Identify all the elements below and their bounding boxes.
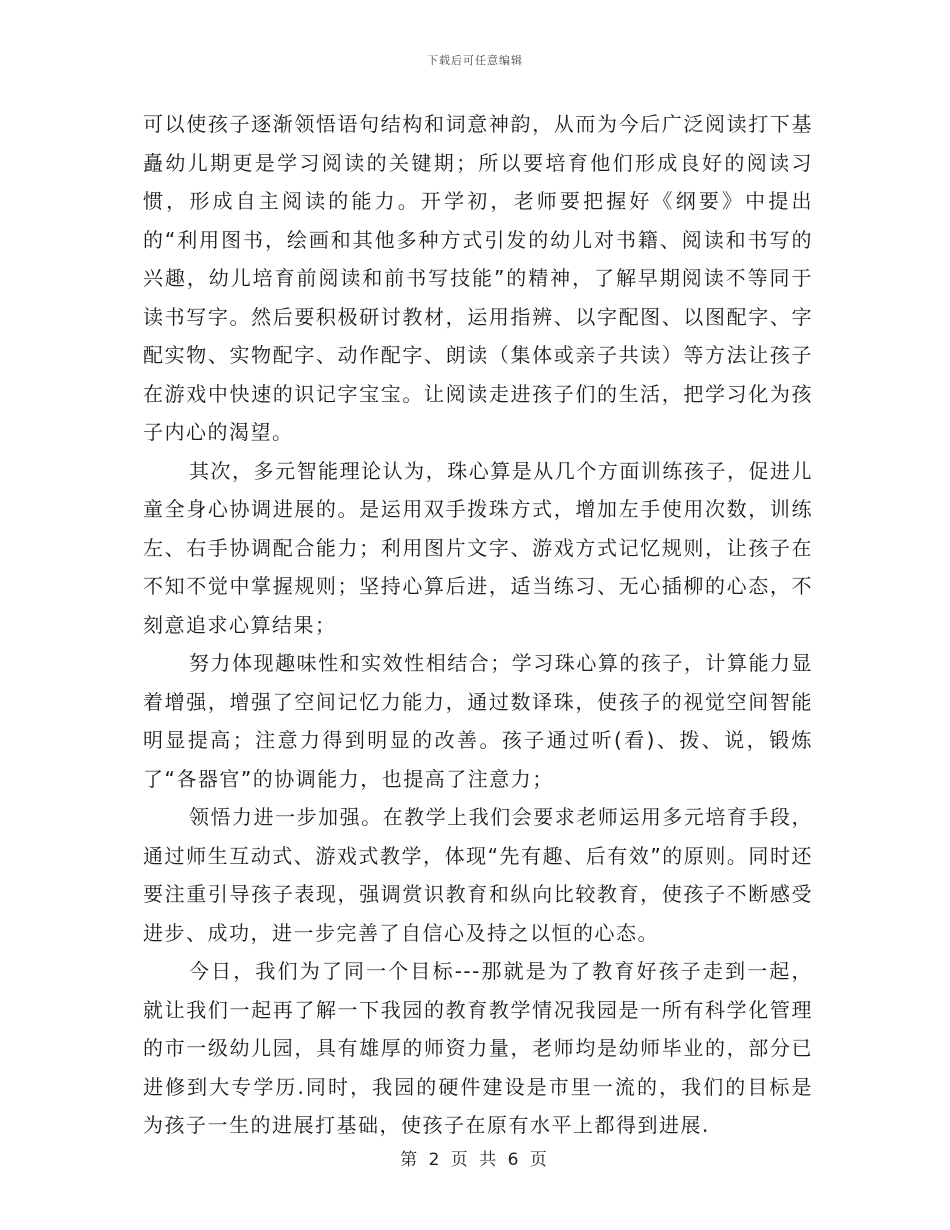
document-body xyxy=(143,105,813,1145)
paragraph-1: 可以使孩子逐渐领悟语句结构和词意神韵，从而为今后广泛阅读打下基矗幼儿期更是学习阅读的关键期；所以要培育他们形成良好的阅读习惯，形成自主阅读的能力。开学初，老师要把握好《纲要》中提出的“利用图书，绘画和其他多种方式引发的幼儿对书籍、阅读和书写的兴趣，幼儿培育前阅读和前书写技能”的精神，了解早期阅读不等同于读书写字。然后要积极研讨教材，运用指辨、以字配图、以图配字、字配实物、实物配字、动作配字、朗读（集体或亲子共读）等方法让孩子在游戏中快速的识记字宝宝。让阅读走进孩子们的生活，把学习化为孩子内心的渴望。 xyxy=(143,112,813,444)
page-number: 第 2 页 共 6 页 xyxy=(400,1150,550,1170)
paragraph-3: 努力体现趣味性和实效性相结合；学习珠心算的孩子，计算能力显着增强，增强了空间记忆力能力，通过数译珠，使孩子的视觉空间智能明显提高；注意力得到明显的改善。孩子通过听(看)、拨、说，锻炼了“各器官”的协调能力，也提高了注意力； xyxy=(143,651,813,791)
page-header: 下载后可任意编辑 xyxy=(427,54,523,67)
paragraph-5: 今日，我们为了同一个目标---那就是为了教育好孩子走到一起，就让我们一起再了解一下我园的教育教学情况我园是一所有科学化管理的市一级幼儿园，具有雄厚的师资力量，老师均是幼师毕业的，部分已进修到大专学历.同时，我园的硬件建设是市里一流的，我们的目标是为孩子一生的进展打基础，使孩子在原有水平上都得到进展. xyxy=(143,959,813,1137)
paragraph-4: 领悟力进一步加强。在教学上我们会要求老师运用多元培育手段，通过师生互动式、游戏式教学，体现“先有趣、后有效”的原则。同时还要注重引导孩子表现，强调赏识教育和纵向比较教育，使孩子不断感受进步、成功，进一步完善了自信心及持之以恒的心态。 xyxy=(143,805,813,945)
paragraph-2: 其次，多元智能理论认为，珠心算是从几个方面训练孩子，促进儿童全身心协调进展的。是运用双手拨珠方式，增加左手使用次数，训练左、右手协调配合能力；利用图片文字、游戏方式记忆规则，让孩子在不知不觉中掌握规则；坚持心算后进，适当练习、无心插柳的心态，不刻意追求心算结果； xyxy=(143,458,813,637)
